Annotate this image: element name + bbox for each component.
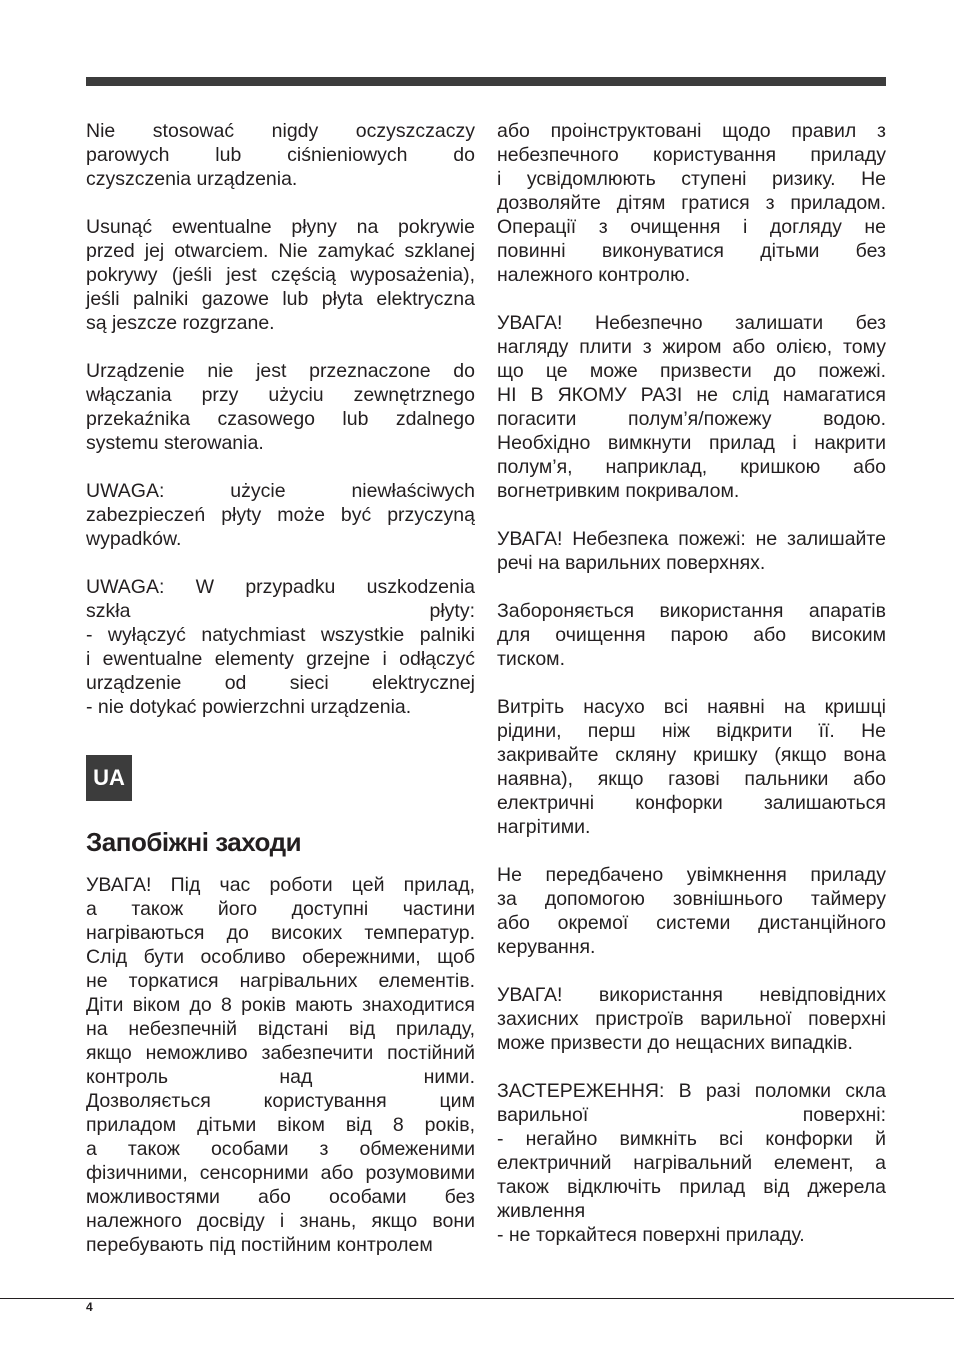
text-line: systemu sterowania. [86,432,264,454]
text-line: або проінструктовані щодо правил з [497,120,886,142]
text-line: Діти віком до 8 років мають знаходитися [86,994,475,1016]
text-line: за допомогою зовнішнього таймеру [497,888,886,910]
text-line: parowych lub ciśnieniowych do [86,144,475,166]
paragraph [497,599,886,671]
page-number: 4 [86,1300,93,1314]
text-line: przed jej otwarciem. Nie zamykać szklanej [86,240,475,262]
paragraph [497,119,886,287]
ua-paragraph [86,873,475,1257]
text-line: szkła płyty: [86,600,475,622]
text-line: рідини, перш ніж відкрити її. Не [497,720,886,742]
paragraph [497,863,886,959]
text-line: УВАГА! Небезпека пожежі: не залишайте [497,528,886,550]
text-line: закривайте скляну кришку (якщо вона [497,744,886,766]
text-line: погасити полум’я/пожежу водою. [497,408,886,430]
text-line: живлення [497,1200,586,1222]
text-line: небезпечного користування приладу [497,144,886,166]
text-line: przekaźnika czasowego lub zdalnego [86,408,475,430]
text-line: УВАГА! Під час роботи цей прилад, [86,874,475,896]
text-line: і усвідомлюють ступені ризику. Не [497,168,886,190]
text-line: Операції з очищення і догляду не [497,216,886,238]
text-line: також відключіть прилад від джерела [497,1176,886,1198]
text-line: УВАГА! Небезпечно залишати без [497,312,886,334]
bottom-rule [0,1298,954,1299]
text-line: електричні конфорки залишаються [497,792,886,814]
left-paragraphs [86,119,475,719]
text-line: а також особами з обмеженими [86,1138,475,1160]
text-line: ЗАСТЕРЕЖЕННЯ: В разі поломки скла [497,1080,886,1102]
text-line: нагріваються до високих температур. [86,922,475,944]
text-line: приладом дітьми віком від 8 років, [86,1114,475,1136]
text-line: Nie stosować nigdy oczyszczaczy [86,120,475,142]
text-line: wypadków. [86,528,182,550]
text-line: можливостями або особами без [86,1186,475,1208]
right-paragraphs [497,119,886,1247]
text-line: варильної поверхні: [497,1104,886,1126]
text-line: - nie dotykać powierzchni urządzenia. [86,696,412,718]
text-line: Urządzenie nie jest przeznaczone do [86,360,475,382]
text-line: Usunąć ewentualne płyny na pokrywie [86,216,475,238]
paragraph [497,695,886,839]
text-line: UWAGA: W przypadku uszkodzenia [86,576,475,598]
right-column [497,119,886,1271]
text-line: речі на варильних поверхнях. [497,552,766,574]
text-line: jeśli palniki gazowe lub płyta elektryczna [86,288,475,310]
paragraph [86,359,475,455]
text-line: нагляду плити з жиром або олією, тому [497,336,886,358]
text-line: - негайно вимкніть всі конфорки й [497,1128,886,1150]
paragraph [86,873,475,1257]
text-line: нагрітими. [497,816,591,838]
text-line: НІ В ЯКОМУ РАЗІ не слід намагатися [497,384,886,406]
text-line: перебувають під постійним контролем [86,1234,433,1256]
text-line: Не передбачено увімкнення приладу [497,864,886,886]
paragraph [86,479,475,551]
text-line: наявна), якщо газові пальники або [497,768,886,790]
text-line: czyszczenia urządzenia. [86,168,298,190]
paragraph [497,983,886,1055]
text-line: Необхідно вимкнути прилад і накрити [497,432,886,454]
text-line: належного контролю. [497,264,691,286]
paragraph [497,1079,886,1247]
text-line: włączania przy użyciu zewnętrznego [86,384,475,406]
text-line: Витріть насухо всі наявні на кришці [497,696,886,718]
text-line: а також його доступні частини [86,898,475,920]
text-line: - не торкайтеся поверхні приладу. [497,1224,805,1246]
text-line: не торкатися нагрівальних елементів. [86,970,475,992]
text-line: захисних пристроїв варильної поверхні [497,1008,886,1030]
text-line: фізичними, сенсорними або розумовими [86,1162,475,1184]
paragraph [86,215,475,335]
paragraph [497,527,886,575]
text-line: електричний нагрівальний елемент, а [497,1152,886,1174]
text-line: або окремої системи дистанційного [497,912,886,934]
text-line: полум’я, наприклад, кришкою або [497,456,886,478]
text-line: на небезпечній відстані від приладу, [86,1018,475,1040]
language-badge: UA [86,755,132,801]
text-line: тиском. [497,648,565,670]
text-line: УВАГА! використання невідповідних [497,984,886,1006]
text-line: керування. [497,936,596,958]
text-line: контроль над ними. [86,1066,475,1088]
text-line: UWAGA: użycie niewłaściwych [86,480,475,502]
text-line: повинні виконуватися дітьми без [497,240,886,262]
text-line: urządzenie od sieci elektrycznej [86,672,475,694]
text-line: належного досвіду і знань, якщо вони [86,1210,475,1232]
text-line: są jeszcze rozgrzane. [86,312,275,334]
text-line: - wyłączyć natychmiast wszystkie palniki [86,624,475,646]
top-rule [86,77,886,86]
section-title: Запобіжні заходи [86,827,302,857]
left-column [86,119,475,1257]
text-line: якщо неможливо забезпечити постійний [86,1042,475,1064]
paragraph [86,119,475,191]
text-line: i ewentualne elementy grzejne i odłączyć [86,648,475,670]
text-line: дозволяйте дітям гратися з приладом. [497,192,886,214]
text-line: zabezpieczeń płyty może być przyczyną [86,504,475,526]
text-line: Дозволяється користування цим [86,1090,475,1112]
text-line: Слід бути особливо обережними, щоб [86,946,475,968]
text-line: може призвести до нещасних випадків. [497,1032,853,1054]
paragraph [497,311,886,503]
text-line: що це може призвести до пожежі. [497,360,886,382]
paragraph [86,575,475,719]
text-line: для очищення парою або високим [497,624,886,646]
text-line: pokrywy (jeśli jest częścią wyposażenia), [86,264,475,286]
text-line: Забороняється використання апаратів [497,600,886,622]
text-line: вогнетривким покривалом. [497,480,740,502]
